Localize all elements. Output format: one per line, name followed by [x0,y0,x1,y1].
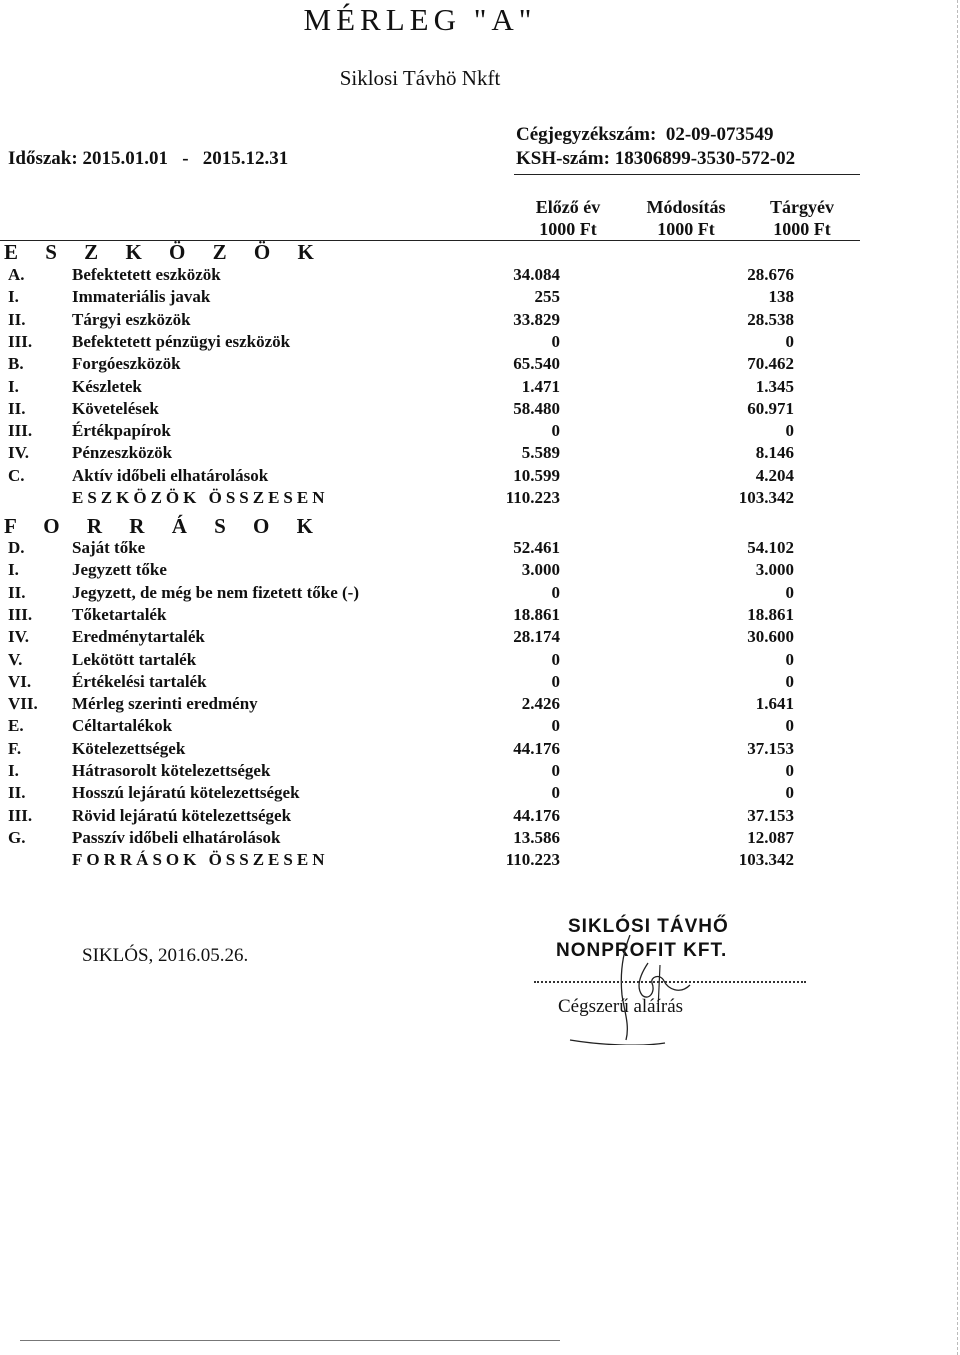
table-row [0,694,900,716]
row-label: Pénzeszközök [72,443,173,463]
table-row [0,421,900,443]
row-code: VII. [8,694,38,714]
row-label: Kötelezettségek [72,738,186,758]
row-curr-value: 0 [785,421,794,441]
column-header-curr: Tárgyév 1000 Ft [770,197,834,239]
total-label: ESZKÖZÖK ÖSSZESEN [72,488,329,507]
table-row [0,354,900,376]
row-label: Hátrasorolt kötelezettségek [72,761,271,780]
row-label: Lekötött tartalék [72,649,197,669]
total-row [0,488,900,510]
table-row [0,672,900,694]
document-title: MÉRLEG "A" [303,2,537,37]
row-curr-value: 0 [785,671,794,691]
scan-bottom-rule [20,1340,560,1341]
row-curr-value: 28.676 [747,265,794,284]
table-row [0,783,900,805]
row-prev-value: 0 [551,671,560,691]
total-curr-value: 103.342 [738,488,794,507]
table-row [0,377,900,399]
total-row [0,850,900,872]
row-label: Jegyzett, de még be nem fizetett tőke (-) [72,582,359,602]
row-code: II. [8,582,26,602]
row-label: Befektetett eszközök [72,265,221,284]
row-prev-value: 44.176 [513,738,560,758]
row-label: Rövid lejáratú kötelezettségek [72,805,292,825]
period: Időszak: 2015.01.01 - 2015.12.31 [8,148,289,169]
row-code: V. [8,649,23,669]
table-row [0,466,900,488]
row-prev-value: 33.829 [513,309,560,329]
row-curr-value: 60.971 [747,398,794,418]
row-label: Készletek [72,376,142,396]
column-header-mod: Módosítás 1000 Ft [646,197,726,239]
row-prev-value: 2.426 [521,694,560,714]
row-code: VI. [8,671,32,691]
place-date: SIKLÓS, 2016.05.26. [82,945,249,966]
row-label: Passzív időbeli elhatárolások [72,827,281,847]
row-label: Befektetett pénzügyi eszközök [72,331,291,351]
signature-icon [560,935,720,1045]
row-prev-value: 0 [551,649,560,669]
table-row [0,716,900,738]
row-code: C. [8,465,25,485]
row-label: Jegyzett tőke [72,560,167,580]
signature-line [534,981,806,983]
row-label: Mérleg szerinti eredmény [72,694,258,714]
row-prev-value: 1.471 [521,376,560,396]
row-code: IV. [8,627,29,647]
row-label: Aktív időbeli elhatárolások [72,465,269,485]
company-name: Siklosi Távhö Nkft [339,66,501,90]
row-prev-value: 0 [551,582,560,602]
header-rule [514,174,860,175]
row-code: II. [8,398,26,418]
company-stamp-line1: SIKLÓSI TÁVHŐ [568,916,729,937]
table-row [0,761,900,783]
row-prev-value: 0 [551,783,560,803]
row-prev-value: 44.176 [513,805,560,825]
row-code: I. [8,287,19,307]
row-prev-value: 58.480 [513,398,560,418]
row-prev-value: 0 [551,761,560,780]
row-code: A. [8,265,25,284]
row-curr-value: 70.462 [747,354,794,374]
total-label: FORRÁSOK ÖSSZESEN [72,850,329,870]
row-prev-value: 10.599 [513,465,560,485]
row-prev-value: 65.540 [513,354,560,374]
table-row [0,583,900,605]
row-curr-value: 0 [785,582,794,602]
row-label: Értékelési tartalék [72,671,207,691]
registry-number: Cégjegyzékszám: 02-09-073549 [516,124,774,145]
row-label: Forgóeszközök [72,354,181,374]
company-stamp-line2: NONPROFIT KFT. [556,940,728,961]
table-row [0,828,900,850]
row-prev-value: 28.174 [513,627,560,647]
row-code: III. [8,421,33,441]
row-curr-value: 0 [785,783,794,803]
table-row [0,332,900,354]
row-curr-value: 138 [768,287,794,307]
row-curr-value: 12.087 [747,827,794,847]
row-prev-value: 34.084 [513,265,560,284]
table-row [0,650,900,672]
row-label: Tárgyi eszközök [72,309,191,329]
row-curr-value: 4.204 [755,465,794,485]
row-curr-value: 37.153 [747,738,794,758]
row-code: I. [8,376,19,396]
row-curr-value: 3.000 [755,560,794,580]
row-code: I. [8,560,19,580]
row-label: Értékpapírok [72,421,171,441]
table-row [0,287,900,309]
row-prev-value: 3.000 [521,560,560,580]
row-curr-value: 1.641 [755,694,794,714]
row-prev-value: 18.861 [513,604,560,624]
row-curr-value: 54.102 [747,538,794,557]
total-prev-value: 110.223 [505,488,560,507]
table-row [0,806,900,828]
row-prev-value: 0 [551,421,560,441]
row-prev-value: 0 [551,331,560,351]
row-curr-value: 0 [785,649,794,669]
total-prev-value: 110.223 [505,850,560,870]
row-label: Eredménytartalék [72,627,205,647]
total-curr-value: 103.342 [738,850,794,870]
row-curr-value: 1.345 [755,376,794,396]
row-label: Hosszú lejáratú kötelezettségek [72,783,300,803]
row-prev-value: 0 [551,716,560,736]
table-row [0,538,900,560]
table-row [0,627,900,649]
row-code: G. [8,827,26,847]
row-code: D. [8,538,25,557]
row-code: II. [8,783,26,803]
table-row [0,399,900,421]
row-code: III. [8,805,33,825]
row-label: Immateriális javak [72,287,211,307]
row-prev-value: 13.586 [513,827,560,847]
row-curr-value: 0 [785,716,794,736]
ksh-number: KSH-szám: 18306899-3530-572-02 [516,148,796,169]
row-label: Céltartalékok [72,716,173,736]
table-row [0,605,900,627]
table-row [0,560,900,582]
row-prev-value: 52.461 [513,538,560,557]
table-row [0,443,900,465]
row-label: Saját tőke [72,538,146,557]
row-prev-value: 5.589 [521,443,560,463]
row-code: E. [8,716,24,736]
row-code: II. [8,309,26,329]
row-curr-value: 28.538 [747,309,794,329]
column-header-prev: Előző év 1000 Ft [535,197,601,239]
row-code: B. [8,354,24,374]
sources-heading: F O R R Á S O K [4,514,324,538]
row-label: Tőketartalék [72,604,167,624]
assets-heading: E S Z K Ö Z Ö K [4,240,325,264]
row-code: F. [8,738,22,758]
signature-label: Cégszerű aláírás [558,996,684,1017]
row-code: III. [8,331,33,351]
table-row [0,739,900,761]
table-row [0,265,900,287]
row-code: IV. [8,443,29,463]
row-code: I. [8,761,19,780]
row-curr-value: 8.146 [755,443,794,463]
row-curr-value: 0 [785,331,794,351]
row-curr-value: 18.861 [747,604,794,624]
row-curr-value: 30.600 [747,627,794,647]
row-code: III. [8,604,33,624]
table-row [0,310,900,332]
row-prev-value: 255 [534,287,560,307]
row-curr-value: 0 [785,761,794,780]
scan-edge [956,0,958,1355]
row-curr-value: 37.153 [747,805,794,825]
row-label: Követelések [72,398,159,418]
